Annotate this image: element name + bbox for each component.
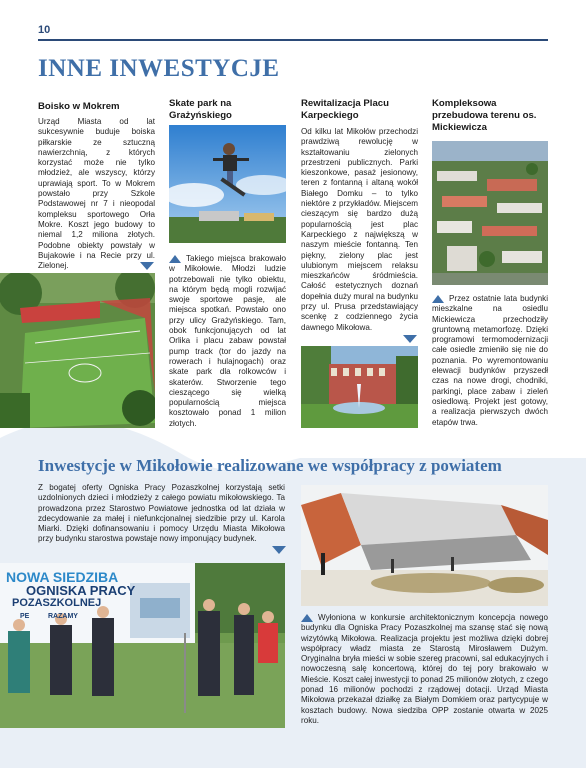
section-caption bbox=[301, 613, 548, 726]
article-heading-boisko: Boisko w Mokrem bbox=[38, 101, 120, 112]
article-heading-plac: Rewitalizacja Placu Karpeckiego bbox=[301, 98, 389, 121]
photo-skatepark bbox=[169, 125, 286, 243]
photo-building-rendering bbox=[301, 485, 548, 606]
billboard-line1: NOWA SIEDZIBA bbox=[6, 569, 119, 585]
page-number: 10 bbox=[38, 24, 51, 36]
page-title: INNE INWESTYCJE bbox=[38, 55, 280, 82]
photo-housing-estate bbox=[432, 141, 548, 285]
article-body-skatepark-text: Takiego miejsca brakowało w Mikołowie. Młodzi ludzie potrzebowali nie tylko obiektu, na którym będą mogli rozwijać swoje sportowe pasje, ale miejsca spotkań. Powstało ono przy ulicy Grażyńskiego. Tam, obok funkcjonujących od lat Orlika i placu zabaw powstał pump track (tor do jazdy na rowerach i hulajnogach) oraz skate park dla rolkowców i skaterów. Stworzenie tego cieszącego się wielką popularnością miejsca kosztowało ponad 1 milion złotych. bbox=[169, 254, 286, 428]
article-body-plac: Od kilku lat Mikołów przechodzi prawdziwą rewolucję w kształtowaniu zielonych przestrzeni publicznych. Parki kieszonkowe, pasaż jesionowy, teren z fontanną i altaną wokół Białego Domku – to tylko niektóre z przykładów. Miejscem cieszącym się bardzo dużą popularnością jest plac Karpeckiego z największą w naszym mieście fontanną. Ten piękny, zielony plac jest ulubionym miejscem relaksu mieszkańców śródmieścia. Całość estetycznych doznań dopełnia duży mural na budynku przy ul. Prusa przedstawiający scenkę z codziennego życia dawnego Mikołowa. bbox=[301, 127, 418, 332]
article-body-mickiewicza bbox=[432, 294, 548, 428]
arrow-up-icon bbox=[432, 295, 444, 303]
article-body-mickiewicza-text: Przez ostatnie lata budynki mieszkalne na osiedlu Mickiewicza przechodziły gruntowną metamorfozę. Dzięki programowi termomodernizacji całe osiedle zmieniło się nie do poznania. Po wyremontowaniu elewacji budynków przyszedł czas na nowe drogi, chodniki, parkingi, place zabaw i zieleń osiedlową. Projekt jest gotowy, a realizacja pierwszych dwóch etapów trwa. bbox=[432, 294, 548, 427]
arrow-up-icon bbox=[169, 255, 181, 263]
arrow-down-icon bbox=[403, 335, 417, 343]
billboard-line4: PE bbox=[20, 613, 30, 620]
header-rule bbox=[38, 39, 548, 41]
billboard-line2: OGNISKA PRACY bbox=[26, 583, 136, 598]
photo-football-pitch bbox=[0, 273, 155, 428]
arrow-down-icon bbox=[140, 262, 154, 270]
photo-fountain-square bbox=[301, 346, 418, 428]
arrow-down-icon bbox=[272, 546, 286, 554]
arrow-up-icon bbox=[301, 614, 313, 622]
section-caption-text: Wyłoniona w konkursie architektonicznym koncepcja nowego budynku dla Ogniska Pracy Pozaszkolnej ma szansę stać się nową wizytówką Mikołowa. Realizacja projektu jest możliwa dzięki dobrej współpracy władz miasta ze Starostą Mirosławem Dużym. Oryginalna bryła mieści w sobie szereg pracowni, sal edukacyjnych i nowoczesną salę koncertową, której do tej pory brakowało w Mieście. Koszt całej inwestycji to ponad 25 milionów złotych, z czego ponad 16 milionów pochodzi z rządowej dotacji. Urząd Miasta Mikołowa przekazał działkę za Białym Domkiem oraz partycypuje w kosztach budowy. Nowa siedziba OPP zostanie otwarta w 2025 roku. bbox=[301, 613, 548, 725]
section-intro: Z bogatej oferty Ogniska Pracy Pozaszkolnej korzystają setki uzdolnionych dzieci i młodzieży z całego powiatu mikołowskiego. Ta prowadzona przez Starostwo Powiatowe jednostka od lat działa w zdecydowanie za małej i niefunkcjonalnej siedzibie przy ul. Karola Miarki. Dzięki dofinansowaniu i pomocy Urzędu Miasta Mikołowa przy budynku starostwa powstaje nowy imponujący budynek. bbox=[38, 483, 285, 544]
photo-groundbreaking-ceremony bbox=[0, 563, 285, 728]
section-title: Inwestycje w Mikołowie realizowane we współpracy z powiatem bbox=[38, 456, 502, 475]
article-body-boisko: Urząd Miasta od lat sukcesywnie buduje boiska piłkarskie ze sztuczną nawierzchnią, z których korzystać może nie tylko młodzież, ale wszyscy, którzy uprawiają sport. To w Mokrem powstało przy Szkole Podstawowej nr 7 i nieopodal kompleksu sportowego Orła Mokre. Koszt jego budowy to niemal 1,2 miliona złotych. Podobne obiekty powstały w Bujakowie i na Recie przy ul. Zielonej. bbox=[38, 117, 155, 271]
billboard-line3: POZASZKOLNEJ bbox=[12, 597, 102, 609]
article-heading-mickiewicza: Kompleksowa przebudowa terenu os. Mickiewicza bbox=[432, 98, 537, 133]
billboard-line5: RAZAMY bbox=[48, 613, 78, 620]
article-heading-skatepark: Skate park na Grażyńskiego bbox=[169, 98, 232, 121]
article-body-skatepark bbox=[169, 254, 286, 429]
